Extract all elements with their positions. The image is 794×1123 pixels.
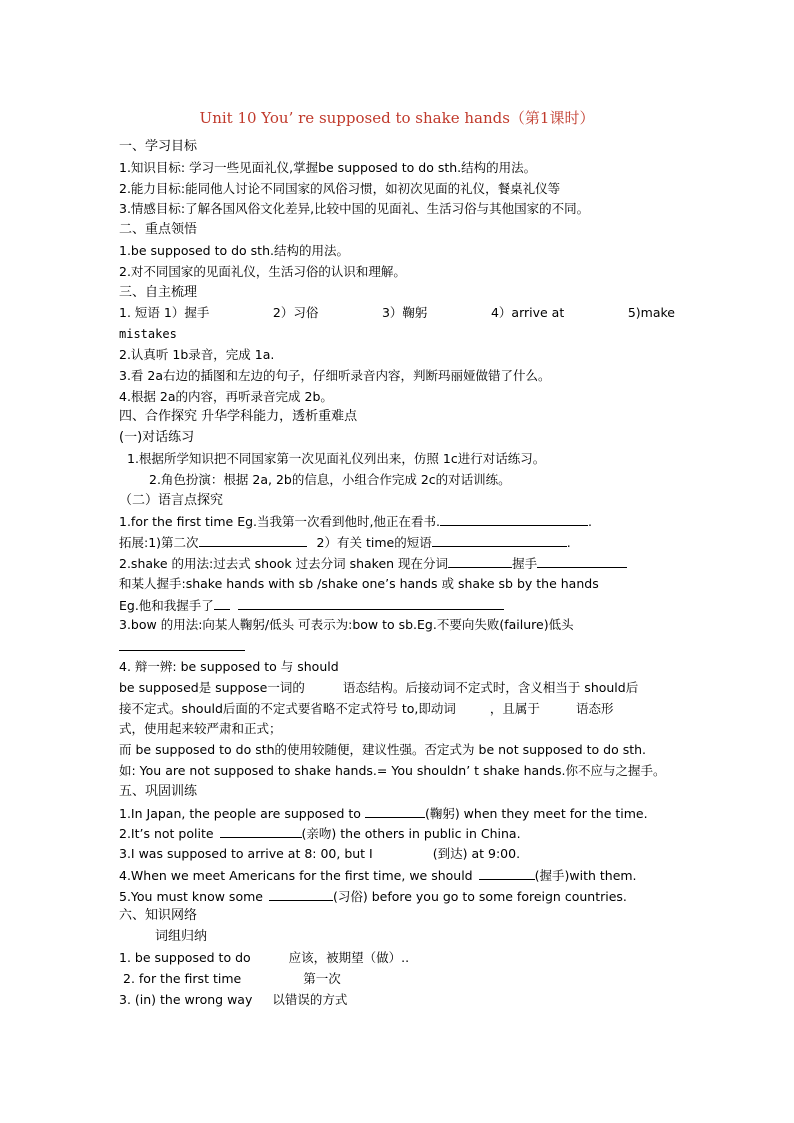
section-heading-3: 三、自主梳理: [119, 284, 198, 300]
text-segment: 3.I was supposed to arrive at 8: 00, but I: [119, 846, 373, 862]
text-segment: 1.for the first time Eg.当我第一次看到他时,他正在看书.: [119, 514, 440, 530]
text-line: 2.角色扮演：根据 2a, 2b的信息，小组合作完成 2c的对话训练。: [149, 471, 511, 487]
answer-blank[interactable]: [119, 636, 245, 651]
exercise-line: [119, 844, 679, 865]
answer-blank[interactable]: [269, 886, 333, 901]
text-segment: 1. 短语 1）握手: [119, 305, 210, 321]
text-line: 2.对不同国家的见面礼仪，生活习俗的认识和理解。: [119, 263, 406, 279]
text-line: [119, 595, 679, 616]
text-segment: 4.When we meet Americans for the first time, we should: [119, 867, 473, 883]
answer-blank[interactable]: [479, 865, 535, 880]
answer-blank[interactable]: [238, 595, 504, 610]
page-title: Unit 10 You’ re supposed to shake hands（第1课时）: [199, 109, 595, 127]
text-segment: 5.You must know some: [119, 888, 263, 904]
text-segment: 语态形: [575, 700, 614, 716]
answer-blank[interactable]: [214, 595, 230, 610]
text-line: 3.看 2a右边的插图和左边的句子，仔细听录音内容，判断玛丽娅做错了什么。: [119, 367, 551, 383]
text-segment: (握手)with them.: [534, 867, 637, 883]
text-segment: 拓展:1)第二次: [119, 535, 199, 551]
text-segment: Eg.他和我握手了: [119, 597, 214, 613]
text-line: [119, 532, 679, 553]
phrase-list-line: [119, 303, 675, 324]
text-line: 1.知识目标: 学习一些见面礼仪,掌握be supposed to do sth.结构的用法。: [119, 159, 537, 175]
subsection-heading: (一)对话练习: [119, 430, 195, 446]
phrase-line: [119, 948, 679, 969]
text-segment: 3. (in) the wrong way: [119, 991, 253, 1007]
text-line: 式，使用起来较严肃和正式；: [119, 721, 282, 737]
exercise-line: [119, 886, 679, 907]
text-segment: 接不定式。should后面的不定式要省略不定式符号 to,即动词: [119, 700, 456, 716]
subsection-heading: 词组归纳: [155, 929, 208, 945]
phrase-line: [119, 969, 679, 990]
text-segment: 1. be supposed to do: [119, 950, 251, 966]
text-line: [119, 636, 679, 657]
text-segment: (鞠躬) when they meet for the time.: [424, 805, 648, 821]
text-line: 2.认真听 1b录音，完成 1a.: [119, 346, 275, 362]
answer-blank[interactable]: [432, 532, 567, 547]
text-segment: 2）习俗: [272, 305, 319, 321]
text-segment: 3）鞠躬: [381, 305, 428, 321]
text-line: 如: You are not supposed to shake hands.= You shouldn’ t shake hands.你不应与之握手。: [119, 762, 666, 778]
subsection-heading: （二）语言点探究: [119, 492, 224, 508]
text-segment: 应该，被期望（做）..: [288, 950, 410, 966]
text-segment: 第一次: [303, 970, 341, 986]
answer-blank[interactable]: [220, 823, 302, 838]
text-line: 和某人握手:shake hands with sb /shake one’s hands 或 shake sb by the hands: [119, 575, 599, 591]
section-heading-1: 一、学习目标: [119, 139, 198, 154]
text-line: 1.be supposed to do sth.结构的用法。: [119, 242, 349, 258]
text-line: [119, 699, 679, 720]
text-line: 而 be supposed to do sth的使用较随便，建议性强。否定式为 be not supposed to do sth.: [119, 742, 647, 758]
exercise-line: [119, 823, 679, 844]
text-segment: ，且属于: [489, 700, 540, 716]
text-line: [119, 511, 679, 532]
phrase-line: [119, 990, 679, 1011]
text-segment: 2.shake 的用法:过去式 shook 过去分词 shaken 现在分词: [119, 555, 449, 571]
answer-blank[interactable]: [199, 532, 307, 547]
text-segment: (亲吻) the others in public in China.: [301, 826, 521, 842]
text-segment: 2）有关 time的短语: [316, 535, 432, 551]
exercise-line: [119, 803, 679, 824]
text-line: 1.根据所学知识把不同国家第一次见面礼仪列出来，仿照 1c进行对话练习。: [127, 450, 546, 466]
text-line: 3.情感目标:了解各国风俗文化差异,比较中国的见面礼、生活习俗与其他国家的不同。: [119, 201, 590, 217]
text-line: 2.能力目标:能同他人讨论不同国家的风俗习惯，如初次见面的礼仪，餐桌礼仪等: [119, 180, 561, 196]
text-segment: 语态结构。后接动词不定式时，含义相当于 should后: [342, 679, 639, 695]
document-body: [119, 137, 679, 1010]
text-segment: .: [587, 514, 592, 530]
text-line: 4.根据 2a的内容，再听录音完成 2b。: [119, 388, 333, 404]
answer-blank[interactable]: [440, 511, 588, 526]
text-segment: 以错误的方式: [272, 991, 348, 1007]
section-heading-6: 六、知识网络: [119, 908, 198, 924]
text-line: 3.bow 的用法:向某人鞠躬/低头 可表示为:bow to sb.Eg.不要向失败(failure)低头: [119, 617, 574, 633]
text-segment: be supposed是 suppose一词的: [119, 679, 305, 695]
section-heading-5: 五、巩固训练: [119, 783, 198, 799]
answer-blank[interactable]: [365, 803, 425, 818]
section-heading-4: 四、合作探究 升华学科能力，透析重难点: [119, 409, 358, 425]
text-line: [119, 553, 679, 574]
text-segment: 2.It’s not polite: [119, 826, 214, 842]
text-segment: 1.In Japan, the people are supposed to: [119, 805, 361, 821]
text-segment: 4）arrive at: [490, 305, 565, 321]
text-line: mistakes: [119, 327, 177, 342]
text-segment: 5)make: [627, 305, 675, 321]
text-line: 4. 辩一辨: be supposed to 与 should: [119, 658, 339, 674]
answer-blank[interactable]: [537, 553, 627, 568]
text-segment: (到达) at 9:00.: [432, 846, 521, 862]
exercise-line: [119, 865, 679, 886]
text-segment: .: [566, 535, 571, 551]
section-heading-2: 二、重点领悟: [119, 222, 198, 238]
text-line: [119, 678, 679, 699]
text-segment: 2. for the first time: [123, 970, 242, 986]
text-segment: (习俗) before you go to some foreign countries.: [332, 888, 627, 904]
text-segment: 握手: [512, 555, 538, 571]
answer-blank[interactable]: [448, 553, 512, 568]
